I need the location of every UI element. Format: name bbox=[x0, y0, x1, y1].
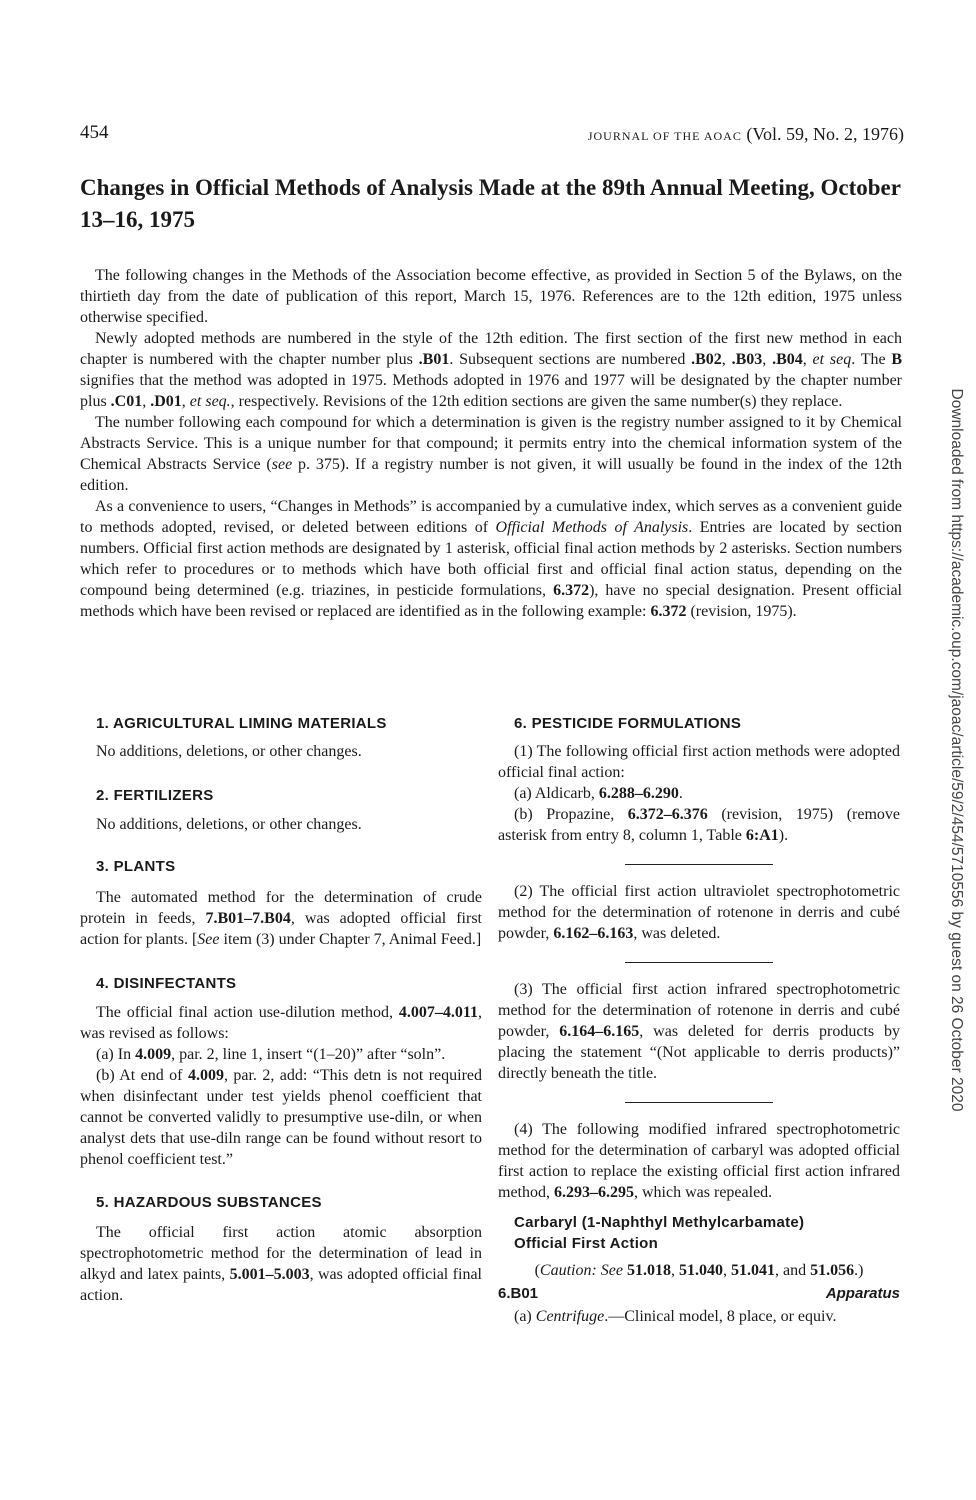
section-heading-3: 3. PLANTS bbox=[96, 858, 176, 875]
section-heading-2: 2. FERTILIZERS bbox=[96, 787, 214, 804]
section-1-text: No additions, deletions, or other changes. bbox=[96, 743, 362, 760]
left-column bbox=[80, 713, 482, 1306]
section-4-paragraph-1: The official final action use-dilution method, 4.007–4.011, was revised as follows: bbox=[80, 1004, 482, 1042]
divider-rule bbox=[625, 962, 773, 963]
introduction bbox=[80, 265, 902, 622]
intro-paragraph-3: The number following each compound for which a determination is given is the registry number assigned to it by Chemical Abstracts Service. This is a unique number for that compound; it permits entry into the chemical information system of the Chemical Abstracts Service (see p. 375). If a registry number is not given, it will usually be found in the index of the 12th edition. bbox=[80, 414, 902, 494]
page-number: 454 bbox=[80, 122, 109, 143]
item-1: (1) The following official first action methods were adopted official final action: bbox=[498, 743, 900, 781]
section-heading-4: 4. DISINFECTANTS bbox=[96, 975, 237, 992]
item-3: (3) The official first action infrared spectrophotometric method for the determination of rotenone in derris and cubé powder, 6.164–6.165, was deleted for derris products by placing the statement “(Not applicable to derris products)” directly beneath the title. bbox=[498, 981, 901, 1082]
section-number: 6.B01 bbox=[498, 1285, 539, 1302]
item-4: (4) The following modified infrared spectrophotometric method for the determination of carbaryl was adopted official first action to replace the existing official first action infrared method, 6.293–6.295, which was repealed. bbox=[498, 1121, 900, 1201]
method-status: Official First Action bbox=[514, 1235, 659, 1252]
journal-citation bbox=[588, 124, 904, 145]
section-4-paragraph-2: (a) In 4.009, par. 2, line 1, insert “(1–20)” after “soln”. bbox=[96, 1046, 446, 1063]
item-2: (2) The official first action ultraviolet spectrophotometric method for the determination of rotenone in derris and cubé powder, 6.162–6.163, was deleted. bbox=[498, 883, 900, 942]
article-title: Changes in Official Methods of Analysis Made at the 89th Annual Meeting, October 13–16, 1975 bbox=[80, 175, 901, 232]
apparatus-item-a: (a) Centrifuge.—Clinical model, 8 place, or equiv. bbox=[514, 1308, 837, 1325]
section-name: Apparatus bbox=[825, 1285, 900, 1302]
section-4-paragraph-3: (b) At end of 4.009, par. 2, add: “This detn is not required when disinfectant under test yields phenol coefficient that cannot be converted validly to presumptive use-diln, or when analyst dets that use-diln range can be found without resort to phenol coefficient test.” bbox=[80, 1067, 483, 1168]
section-5-text: The official first action atomic absorption spectrophotometric method for the determination of lead in alkyd and latex paints, 5.001–5.003, was adopted official final action. bbox=[80, 1224, 482, 1304]
section-heading-1: 1. AGRICULTURAL LIMING MATERIALS bbox=[96, 715, 387, 732]
caution-note: (Caution: See 51.018, 51.040, 51.041, and 51.056.) bbox=[534, 1262, 864, 1279]
running-header bbox=[80, 122, 904, 146]
section-2-text: No additions, deletions, or other changes. bbox=[96, 816, 362, 833]
download-watermark: Downloaded from https://academic.oup.com/jaoac/article/59/2/454/5710556 by guest on 26 October 2020 bbox=[948, 388, 965, 1112]
section-heading-6: 6. PESTICIDE FORMULATIONS bbox=[514, 715, 742, 732]
method-title: Carbaryl (1-Naphthyl Methylcarbamate) bbox=[514, 1214, 805, 1231]
divider-rule bbox=[625, 864, 773, 865]
item-1a: (a) Aldicarb, 6.288–6.290. bbox=[514, 785, 683, 802]
journal-name: JOURNAL OF THE AOAC bbox=[587, 129, 742, 143]
right-column bbox=[498, 713, 900, 1327]
section-3-text: The automated method for the determination of crude protein in feeds, 7.B01–7.B04, was adopted official first action for plants. [See item (3) under Chapter 7, Animal Feed.] bbox=[80, 889, 482, 948]
journal-volume: (Vol. 59, No. 2, 1976) bbox=[746, 124, 904, 144]
divider-rule bbox=[625, 1102, 773, 1103]
item-1b: (b) Propazine, 6.372–6.376 (revision, 1975) (remove asterisk from entry 8, column 1, Table 6:A1). bbox=[498, 806, 900, 844]
intro-paragraph-4: As a convenience to users, “Changes in Methods” is accompanied by a cumulative index, which serves as a convenient guide to methods adopted, revised, or deleted between editions of Official Methods of Analysis. Entries are located by section numbers. Official first action methods are designated by 1 asterisk, official final action methods by 2 asterisks. Section numbers which refer to procedures or to methods which have both official first and official final action status, depending on the compound being determined (e.g. triazines, in pesticide formulations, 6.372), have no special designation. Present official methods which have been revised or replaced are identified as in the following example: 6.372 (revision, 1975). bbox=[80, 498, 903, 620]
section-heading-5: 5. HAZARDOUS SUBSTANCES bbox=[96, 1194, 322, 1211]
section-line bbox=[498, 1283, 900, 1304]
intro-paragraph-2: Newly adopted methods are numbered in the style of the 12th edition. The first section of the first new method in each chapter is numbered with the chapter number plus .B01. Subsequent sections are numbered .B02, .B03, .B04, et seq. The B signifies that the method was adopted in 1975. Methods adopted in 1976 and 1977 will be designated by the chapter number plus .C01, .D01, et seq., respectively. Revisions of the 12th edition sections are given the same number(s) they replace. bbox=[80, 330, 903, 410]
intro-paragraph-1: The following changes in the Methods of the Association become effective, as provided in Section 5 of the Bylaws, on the thirtieth day from the date of publication of this report, March 15, 1976. References are to the 12th edition, 1975 unless otherwise specified. bbox=[80, 267, 902, 326]
